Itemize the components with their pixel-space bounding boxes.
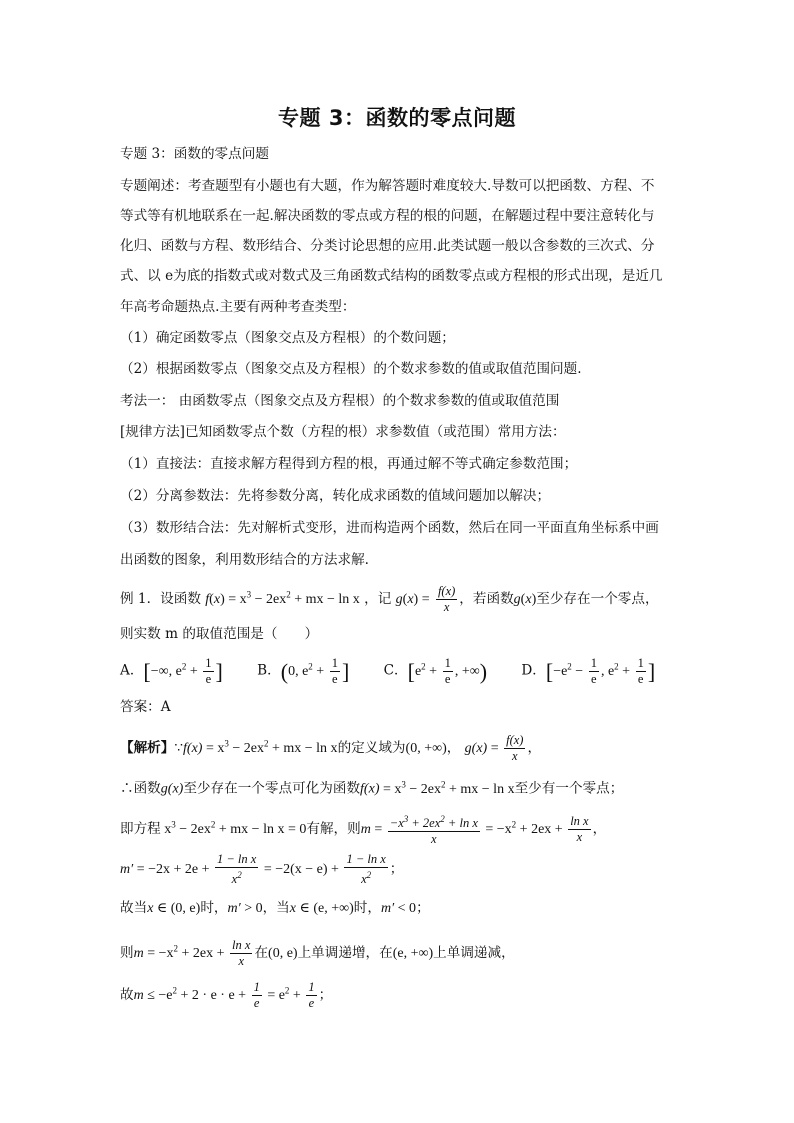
- intro-line-1: 专题阐述：考查题型有小题也有大题，作为解答题时难度较大.导数可以把函数、方程、不: [120, 178, 655, 194]
- method-line-3: （3）数形结合法：先对解析式变形，进而构造两个函数，然后在同一平面直角坐标系中画: [120, 520, 659, 536]
- type-line-1: （1）确定函数零点（图象交点及方程根）的个数问题；: [120, 330, 455, 346]
- subtitle-line: 专题 3：函数的零点问题: [120, 146, 269, 162]
- solution-line-6: 则$m = -x^2 + 2ex$ + $\frac{\text{ln x}}{x}$ 在(0, e)上单调递增，在(e, +∞)上单调递减，: [120, 938, 515, 968]
- solution-line-5: 故当x ∈ (0, e)时，m′ > 0，当x ∈ (e, +∞)时，m′ < 0；: [120, 900, 430, 916]
- fraction-fx-over-x: $\frac{f(x)}{x}$: [437, 584, 456, 614]
- answer-line: 答案：A: [120, 699, 171, 715]
- example-text-1: ，记: [364, 591, 392, 607]
- example-label: 例 1．设函数: [120, 591, 201, 607]
- intro-line-5: 年高考命题热点.主要有两种考查类型：: [120, 299, 356, 315]
- formula-g: g: [395, 592, 403, 607]
- example-question-line-2: 则实数 m 的取值范围是（ ）: [120, 626, 319, 642]
- page-title: 专题 3：函数的零点问题: [278, 106, 516, 130]
- solution-head: 【解析】: [120, 740, 175, 756]
- method-line-2: （2）分离参数法：先将参数分离，转化成求函数的值域问题加以解决；: [120, 488, 551, 504]
- intro-line-3: 化归、函数与方程、数形结合、分类讨论思想的应用.此类试题一般以含参数的三次式、分: [120, 238, 655, 254]
- intro-line-2: 等式等有机地联系在一起.解决函数的零点或方程的根的问题，在解题过程中要注意转化与: [120, 208, 655, 224]
- solution-line-1: 【解析】∵f(x) = $x^3 - 2ex^2$ + mx − ln x的定义域为(0, +∞)， g(x) = $\frac{f(x)}{x}$ ，: [120, 733, 542, 763]
- option-c[interactable]: C．[$e^2$ + $\frac{1}{e}$ , +∞): [383, 656, 488, 686]
- option-d[interactable]: D．[$-e^2$ − $\frac{1}{e}$ , $e^2$ + $\frac{1}{e}$ ]: [521, 656, 656, 686]
- solution-line-3: 即方程 $x^3 - 2ex^2$ + mx − ln x = 0有解，则m = $\frac{-x^3 + 2ex^2 + \ln x}{x}$ = $-x^2 + 2ex$ + $\frac{\text{ln x}}{x}$ ，: [120, 814, 607, 847]
- solution-line-2: ∴函数g(x)至少存在一个零点可化为函数$f(x) = x^3 - 2ex^2$ + mx − ln x至少有一个零点；: [120, 779, 624, 797]
- options-row: [120, 656, 685, 687]
- option-b[interactable]: B．(0, $e^2$ + $\frac{1}{e}$ ]: [257, 656, 350, 686]
- formula-f: f: [205, 592, 210, 607]
- type-line-2: （2）根据函数零点（图象交点及方程根）的个数求参数的值或取值范围问题.: [120, 361, 582, 377]
- method-line-4: 出函数的图象，利用数形结合的方法求解.: [120, 552, 370, 568]
- example-question: 例 1．设函数 $f(x) = x^3 - 2ex^2$ + mx − ln x ，记 g(x) = $\frac{f(x)}{x}$ ，若函数g(x)至少存在一个零点，: [120, 584, 659, 614]
- method-line-1: （1）直接法：直接求解方程得到方程的根，再通过解不等式确定参数范围；: [120, 456, 578, 472]
- method-rule: [规律方法]已知函数零点个数（方程的根）求参数值（或范围）常用方法：: [120, 424, 566, 440]
- solution-line-7: 故$m \le -e^2 + 2 \cdot e \cdot e$ + $\frac{1}{e}$ = $e^2$ + $\frac{1}{e}$ ；: [120, 980, 333, 1010]
- example-text-3: 至少存在一个零点，: [536, 591, 659, 607]
- example-text-2: ，若函数: [459, 591, 514, 607]
- method-title: 考法一： 由函数零点（图象交点及方程根）的个数求参数的值或取值范围: [120, 393, 560, 409]
- solution-line-4: m′ = −2x + 2e + $\frac{\text{1 − ln x}}{x^2}$ = −2(x − e) + $\frac{\text{1 − ln x}}{x^2}$ ；: [120, 852, 404, 887]
- intro-line-4: 式、以 e为底的指数式或对数式及三角函数式结构的函数零点或方程根的形式出现，是近几: [120, 268, 663, 284]
- option-a[interactable]: A．[−∞, $e^2$ + $\frac{1}{e}$ ]: [120, 656, 223, 686]
